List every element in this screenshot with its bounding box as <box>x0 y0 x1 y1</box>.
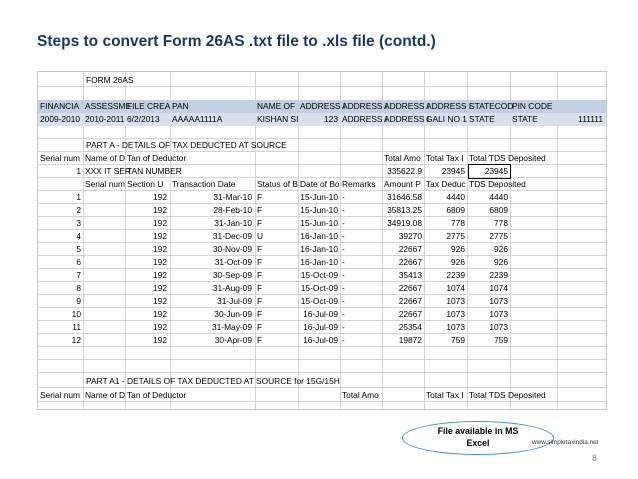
transaction-row <box>38 243 606 256</box>
cell: 1073 <box>489 296 508 306</box>
cell: 22667 <box>398 309 422 319</box>
cell: 192 <box>153 192 167 202</box>
spreadsheet <box>37 71 607 410</box>
callout-line-1: File available in MS <box>437 426 519 436</box>
cell: - <box>342 335 345 345</box>
cell: F <box>257 192 263 202</box>
transaction-row <box>38 204 606 217</box>
cell: 192 <box>153 218 167 228</box>
cell: 31-Jul-09 <box>217 296 252 306</box>
cell: 28-Feb-10 <box>213 205 252 215</box>
cell: ADDRESS I <box>342 101 388 111</box>
cell: 19872 <box>398 335 422 345</box>
cell: F <box>257 244 263 254</box>
header-row <box>38 100 606 113</box>
transaction-row <box>38 217 606 230</box>
cell: 9 <box>76 296 81 306</box>
cell: 23945 <box>484 166 508 176</box>
cell: 7 <box>76 270 81 280</box>
cell: 16-Jul-09 <box>303 322 338 332</box>
cell: 15-Jun-10 <box>300 218 338 228</box>
cell: 1073 <box>446 322 465 332</box>
cell: 1073 <box>489 322 508 332</box>
cell: 2775 <box>446 231 465 241</box>
cell: 16-Jan-10 <box>300 244 338 254</box>
cell: 926 <box>494 257 508 267</box>
cell: 1074 <box>446 283 465 293</box>
cell: 8 <box>76 283 81 293</box>
form-label: FORM 26AS <box>86 75 134 85</box>
deductor-row <box>38 165 606 178</box>
cell: 16-Jan-10 <box>300 257 338 267</box>
part-a-title-row <box>38 139 606 152</box>
cell: ADDRESS I <box>426 101 472 111</box>
cell: 15-Oct-09 <box>300 296 338 306</box>
cell: KISHAN SI <box>257 114 299 124</box>
cell: F <box>257 283 263 293</box>
cell: 4440 <box>489 192 508 202</box>
cell: 22667 <box>398 244 422 254</box>
cell: 22667 <box>398 257 422 267</box>
cell: ADDRESS I <box>342 114 388 124</box>
cell: 3 <box>76 218 81 228</box>
cell: NAME OF <box>257 101 296 111</box>
selected-cell <box>468 164 511 179</box>
cell: 926 <box>494 244 508 254</box>
cell: 759 <box>494 335 508 345</box>
cell: PIN CODE <box>512 101 553 111</box>
cell: 2239 <box>489 270 508 280</box>
cell: F <box>257 309 263 319</box>
cell: 1 <box>76 166 81 176</box>
cell: 31-Aug-09 <box>212 283 252 293</box>
cell: 192 <box>153 335 167 345</box>
cell: 34919.08 <box>387 218 422 228</box>
cell: 1073 <box>489 309 508 319</box>
cell: 23945 <box>441 166 465 176</box>
cell: 2009-2010 <box>40 114 81 124</box>
cell: Date of Bo <box>300 179 340 189</box>
cell: - <box>342 296 345 306</box>
cell: ADDRESS I <box>300 101 346 111</box>
cell: 31-Oct-09 <box>214 257 252 267</box>
cell: - <box>342 192 345 202</box>
cell: 6809 <box>446 205 465 215</box>
cell: 35413 <box>398 270 422 280</box>
part-a1-title-row <box>38 375 606 388</box>
cell: AAAAA1111A <box>172 114 223 124</box>
form-label-row <box>38 74 606 87</box>
transaction-row <box>38 191 606 204</box>
transaction-row <box>38 295 606 308</box>
cell: 192 <box>153 283 167 293</box>
cell: Section U <box>127 179 164 189</box>
cell: 926 <box>451 244 465 254</box>
part-a1-title: PART A1 - DETAILS OF TAX DEDUCTED AT SOURCE for 15G/15H <box>86 376 340 386</box>
cell: Remarks <box>342 179 376 189</box>
cell: 15-Oct-09 <box>300 270 338 280</box>
cell: Total TDS Deposited <box>469 153 546 163</box>
cell: F <box>257 270 263 280</box>
transaction-row <box>38 308 606 321</box>
transaction-row <box>38 282 606 295</box>
cell: 22667 <box>398 283 422 293</box>
cell: Amount P <box>384 179 421 189</box>
cell: STATE <box>469 114 495 124</box>
cell: Tan of Deductor <box>127 390 187 400</box>
blank-row <box>38 347 606 360</box>
cell: FILE CREA <box>127 101 171 111</box>
transaction-row <box>38 321 606 334</box>
cell: FINANCIA <box>40 101 80 111</box>
cell: 16-Jul-09 <box>303 335 338 345</box>
cell: Serial num <box>85 179 126 189</box>
cell: - <box>342 270 345 280</box>
cell: U <box>257 231 264 241</box>
website-label: www.simpletaxindia.net <box>532 439 599 446</box>
cell: 926 <box>451 257 465 267</box>
page-number: 8 <box>592 453 598 463</box>
cell: ASSESSME <box>85 101 132 111</box>
cell: 30-Sep-09 <box>212 270 252 280</box>
cell: 31-May-09 <box>211 322 252 332</box>
cell: TDS Deposited <box>469 179 526 189</box>
cell: 16-Jul-09 <box>303 309 338 319</box>
cell: 4 <box>76 231 81 241</box>
cell: Total Amo <box>384 153 421 163</box>
cell: 192 <box>153 296 167 306</box>
transaction-row <box>38 334 606 347</box>
deductor-header-row <box>38 152 606 165</box>
cell: 31-Dec-09 <box>212 231 252 241</box>
cell: 192 <box>153 205 167 215</box>
cell: Name of D <box>85 153 126 163</box>
cell: F <box>257 218 263 228</box>
cell: Total Tax I <box>426 390 464 400</box>
cell: - <box>342 257 345 267</box>
cell: - <box>342 244 345 254</box>
cell: 15-Jun-10 <box>300 205 338 215</box>
excel-callout <box>402 421 554 455</box>
cell: 31-Mar-10 <box>213 192 252 202</box>
cell: 335622.9 <box>387 166 422 176</box>
cell: 778 <box>451 218 465 228</box>
cell: 111111 <box>578 114 603 124</box>
cell: 39270 <box>398 231 422 241</box>
cell: Tax Deduc <box>426 179 466 189</box>
transaction-row <box>38 230 606 243</box>
cell: 11 <box>72 322 81 332</box>
cell: Tan of Deductor <box>127 153 187 163</box>
cell: STATE <box>512 114 538 124</box>
cell: Transaction Date <box>172 179 236 189</box>
cell: 30-Nov-09 <box>212 244 252 254</box>
transaction-row <box>38 269 606 282</box>
cell: 12 <box>71 335 81 345</box>
cell: 35813.25 <box>387 205 422 215</box>
cell: 2 <box>76 205 81 215</box>
blank-row <box>38 360 606 373</box>
cell: 4440 <box>446 192 465 202</box>
cell: 778 <box>494 218 508 228</box>
cell: 5 <box>76 244 81 254</box>
transaction-header-row <box>38 178 606 191</box>
cell: F <box>257 322 263 332</box>
cell: Serial num <box>40 390 81 400</box>
transaction-row <box>38 256 606 269</box>
cell: - <box>342 218 345 228</box>
cell: 192 <box>153 244 167 254</box>
cell: 6/2/2013 <box>127 114 160 124</box>
cell: 30-Jun-09 <box>214 309 252 319</box>
cell: F <box>257 296 263 306</box>
cell: 6 <box>76 257 81 267</box>
cell: 15-Oct-09 <box>300 283 338 293</box>
cell: - <box>342 322 345 332</box>
cell: 192 <box>153 309 167 319</box>
cell: 192 <box>153 231 167 241</box>
cell: PAN <box>172 101 189 111</box>
cell: 1073 <box>446 296 465 306</box>
part-a-title: PART A - DETAILS OF TAX DEDUCTED AT SOURCE <box>86 140 287 150</box>
cell: STATECOD <box>469 101 514 111</box>
cell: Total Tax I <box>426 153 464 163</box>
callout-line-2: Excel <box>466 438 490 448</box>
cell: F <box>257 335 263 345</box>
cell: 22667 <box>398 296 422 306</box>
cell: 192 <box>153 270 167 280</box>
cell: 1073 <box>446 309 465 319</box>
cell: F <box>257 257 263 267</box>
cell: ADDRESS I <box>384 114 430 124</box>
cell: Serial num <box>40 153 81 163</box>
cell: 6809 <box>489 205 508 215</box>
cell: XXX IT SER <box>85 166 131 176</box>
cell: 31-Jan-10 <box>214 218 252 228</box>
cell: 2010-2011 <box>85 114 125 124</box>
slide-title: Steps to convert Form 26AS .txt file to .xls file (contd.) <box>37 33 436 50</box>
cell: Total TDS Deposited <box>469 390 546 400</box>
cell: Total Amo <box>342 390 379 400</box>
cell: - <box>342 309 345 319</box>
cell: 192 <box>153 257 167 267</box>
cell: 2775 <box>489 231 508 241</box>
cell: Status of B <box>257 179 298 189</box>
cell: 15-Jun-10 <box>300 192 338 202</box>
blank-row <box>38 126 606 139</box>
cell: 16-Jan-10 <box>300 231 338 241</box>
header-values-row <box>38 113 606 126</box>
cell: 30-Apr-09 <box>214 335 252 345</box>
cell: 192 <box>153 322 167 332</box>
cell: GALI NO 1 <box>426 114 467 124</box>
cell: ADDRESS I <box>384 101 430 111</box>
cell: Name of D <box>85 390 126 400</box>
cell: - <box>342 283 345 293</box>
cell: F <box>257 205 263 215</box>
cell: TAN NUMBER <box>127 166 182 176</box>
cell: 759 <box>451 335 465 345</box>
cell: 31646.58 <box>387 192 422 202</box>
cell: 10 <box>71 309 81 319</box>
a1-header-row <box>38 389 606 402</box>
cell: 1074 <box>489 283 508 293</box>
cell: 1 <box>76 192 81 202</box>
cell: 2239 <box>446 270 465 280</box>
cell: - <box>342 205 345 215</box>
cell: - <box>342 231 345 241</box>
cell: 123 <box>324 114 338 124</box>
cell: 25354 <box>398 322 422 332</box>
